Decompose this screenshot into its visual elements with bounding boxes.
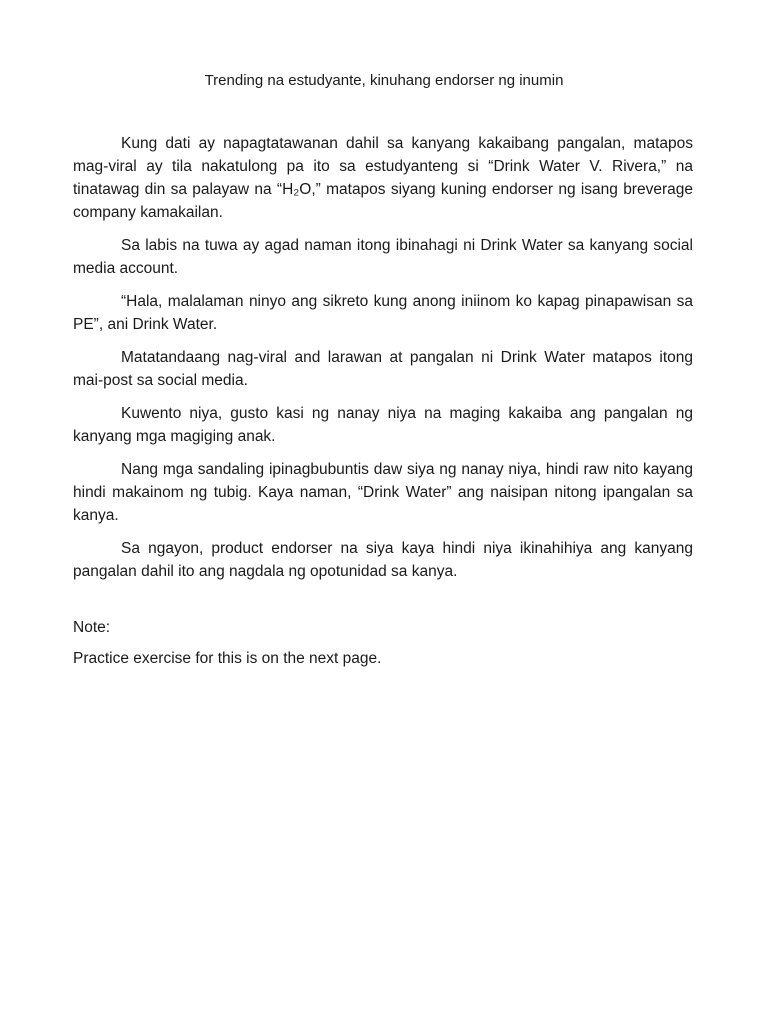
paragraph-2: Sa labis na tuwa ay agad naman itong ibinahagi ni Drink Water sa kanyang social media account. xyxy=(73,237,693,277)
paragraph-1: Kung dati ay napagtatawanan dahil sa kanyang kakaibang pangalan, matapos mag-viral ay tila nakatulong pa ito sa estudyanteng si “Drink Water V. Rivera,” na tinatawag din sa palayaw na “H₂O,” matapos siyang kuning endorser ng isang breverage company kamakailan. xyxy=(73,135,693,221)
article-body xyxy=(73,132,693,593)
paragraph-4: Matatandaang nag-viral and larawan at pangalan ni Drink Water matapos itong mai-post sa social media. xyxy=(73,349,693,389)
note-section xyxy=(73,616,693,678)
paragraph-3: “Hala, malalaman ninyo ang sikreto kung anong iniinom ko kapag pinapawisan sa PE”, ani Drink Water. xyxy=(73,293,693,333)
note-label: Note: xyxy=(73,619,111,636)
note-text: Practice exercise for this is on the next page. xyxy=(73,650,382,667)
paragraph-6: Nang mga sandaling ipinagbubuntis daw siya ng nanay niya, hindi raw nito kayang hindi makainom ng tubig. Kaya naman, “Drink Water” ang naisipan nitong ipangalan sa kanya. xyxy=(73,461,693,524)
article-title: Trending na estudyante, kinuhang endorser ng inumin xyxy=(204,72,564,89)
paragraph-7: Sa ngayon, product endorser na siya kaya hindi niya ikinahihiya ang kanyang pangalan dahil ito ang nagdala ng opotunidad sa kanya. xyxy=(73,540,693,580)
paragraph-5: Kuwento niya, gusto kasi ng nanay niya na maging kakaiba ang pangalan ng kanyang mga magiging anak. xyxy=(73,405,693,445)
